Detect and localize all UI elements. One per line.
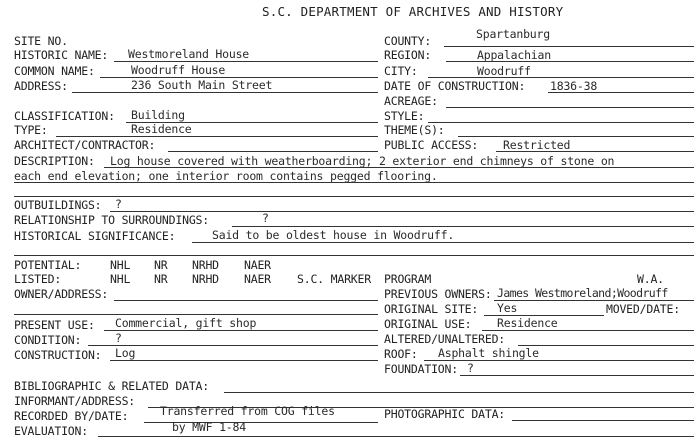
type-line xyxy=(56,136,378,137)
county-line xyxy=(444,46,694,47)
city-line xyxy=(428,77,694,78)
theme-label: THEME(S): xyxy=(384,123,445,137)
roof-value: Asphalt shingle xyxy=(438,346,539,360)
evaluation-value: by MWF 1-84 xyxy=(172,420,246,434)
potential-nrhd: NRHD xyxy=(192,258,219,272)
program-label: PROGRAM xyxy=(384,272,432,286)
original-use-line xyxy=(482,330,694,331)
listed-naer: NAER xyxy=(244,272,271,286)
classification-label: CLASSIFICATION: xyxy=(14,109,115,123)
foundation-value: ? xyxy=(467,361,474,375)
date-line xyxy=(548,92,694,93)
type-value: Residence xyxy=(131,122,192,136)
description-rule-1 xyxy=(104,167,694,168)
region-value: Appalachian xyxy=(477,48,551,62)
historic-name-label: HISTORIC NAME: xyxy=(14,48,109,62)
original-site-value: Yes xyxy=(497,301,518,315)
owner-label: OWNER/ADDRESS: xyxy=(14,287,109,301)
architect-line xyxy=(168,151,378,152)
relationship-label: RELATIONSHIP TO SURROUNDINGS: xyxy=(14,213,209,227)
acreage-line xyxy=(446,107,694,108)
evaluation-label: EVALUATION: xyxy=(14,424,88,438)
type-label: TYPE: xyxy=(14,123,48,137)
potential-label: POTENTIAL: xyxy=(14,258,82,272)
significance-value: Said to be oldest house in Woodruff. xyxy=(212,228,455,242)
city-label: CITY: xyxy=(384,64,418,78)
common-name-label: COMMON NAME: xyxy=(14,64,95,78)
original-use-label: ORIGINAL USE: xyxy=(384,317,472,331)
description-line-1: Log house covered with weatherboarding; 2 exterior end chimneys of stone on xyxy=(110,154,615,168)
present-use-label: PRESENT USE: xyxy=(14,318,95,332)
description-rule-2 xyxy=(14,182,694,183)
theme-line xyxy=(458,136,694,137)
roof-line xyxy=(424,360,694,361)
present-use-line xyxy=(104,330,378,331)
form-title: S.C. DEPARTMENT OF ARCHIVES AND HISTORY xyxy=(262,4,564,19)
region-label: REGION: xyxy=(384,48,432,62)
foundation-label: FOUNDATION: xyxy=(384,362,458,376)
condition-value: ? xyxy=(115,331,122,345)
biblio-label: BIBLIOGRAPHIC & RELATED DATA: xyxy=(14,379,209,393)
style-line xyxy=(428,122,694,123)
foundation-line xyxy=(460,375,694,376)
county-value: Spartanburg xyxy=(476,27,550,41)
potential-nhl: NHL xyxy=(110,258,131,272)
listed-nr: NR xyxy=(154,272,168,286)
listed-label: LISTED: xyxy=(14,272,62,286)
region-line xyxy=(446,61,694,62)
photo-line xyxy=(512,420,694,421)
evaluation-line xyxy=(98,436,694,437)
recorded-label: RECORDED BY/DATE: xyxy=(14,409,129,423)
acreage-label: ACREAGE: xyxy=(384,94,438,108)
public-access-label: PUBLIC ACCESS: xyxy=(384,138,479,152)
significance-rule-2 xyxy=(14,255,694,256)
address-line xyxy=(72,92,378,93)
photo-label: PHOTOGRAPHIC DATA: xyxy=(384,407,506,421)
condition-label: CONDITION: xyxy=(14,333,82,347)
classification-value: Building xyxy=(131,108,185,122)
original-use-value: Residence xyxy=(497,316,558,330)
description-label: DESCRIPTION: xyxy=(14,154,95,168)
listed-sc-marker: S.C. MARKER xyxy=(297,272,371,286)
construction-line xyxy=(110,360,378,361)
public-access-value: Restricted xyxy=(503,138,571,152)
program-value: W.A. xyxy=(637,272,664,286)
original-site-label: ORIGINAL SITE: xyxy=(384,302,479,316)
biblio-line xyxy=(224,392,694,393)
date-value: 1836-38 xyxy=(550,79,598,93)
moved-label: MOVED/DATE: xyxy=(606,302,680,316)
prev-owners-value: James Westmoreland;Woodruff xyxy=(497,286,668,300)
construction-value: Log xyxy=(115,346,136,360)
county-label: COUNTY: xyxy=(384,34,432,48)
outbuildings-line xyxy=(110,211,694,212)
description-line-2: each end elevation; one interior room contains pegged flooring. xyxy=(14,169,438,183)
site-no-label: SITE NO. xyxy=(14,34,68,48)
address-label: ADDRESS: xyxy=(14,79,68,93)
outbuildings-value: ? xyxy=(115,197,122,211)
owner-rule-2 xyxy=(14,314,378,315)
significance-label: HISTORICAL SIGNIFICANCE: xyxy=(14,229,176,243)
listed-nhl: NHL xyxy=(110,272,131,286)
potential-nr: NR xyxy=(154,258,168,272)
public-access-line xyxy=(496,151,694,152)
outbuildings-label: OUTBUILDINGS: xyxy=(14,198,102,212)
recorded-value: Transferred from COG files xyxy=(160,404,335,418)
owner-line xyxy=(114,300,378,301)
significance-line xyxy=(192,242,694,243)
common-name-value: Woodruff House xyxy=(131,63,226,77)
listed-nrhd: NRHD xyxy=(192,272,219,286)
style-label: STYLE: xyxy=(384,109,425,123)
architect-label: ARCHITECT/CONTRACTOR: xyxy=(14,138,156,152)
altered-label: ALTERED/UNALTERED: xyxy=(384,332,506,346)
historic-name-value: Westmoreland House xyxy=(128,47,250,61)
relationship-line xyxy=(232,226,694,227)
altered-line xyxy=(518,345,694,346)
construction-label: CONSTRUCTION: xyxy=(14,348,102,362)
informant-label: INFORMANT/ADDRESS: xyxy=(14,394,136,408)
date-label: DATE OF CONSTRUCTION: xyxy=(384,79,526,93)
city-value: Woodruff xyxy=(477,64,531,78)
relationship-value: ? xyxy=(262,211,269,225)
potential-naer: NAER xyxy=(244,258,271,272)
present-use-value: Commercial, gift shop xyxy=(115,316,257,330)
prev-owners-label: PREVIOUS OWNERS: xyxy=(384,287,492,301)
prev-owners-line xyxy=(494,300,694,301)
roof-label: ROOF: xyxy=(384,347,418,361)
address-value: 236 South Main Street xyxy=(131,78,273,92)
historic-name-line xyxy=(114,61,378,62)
